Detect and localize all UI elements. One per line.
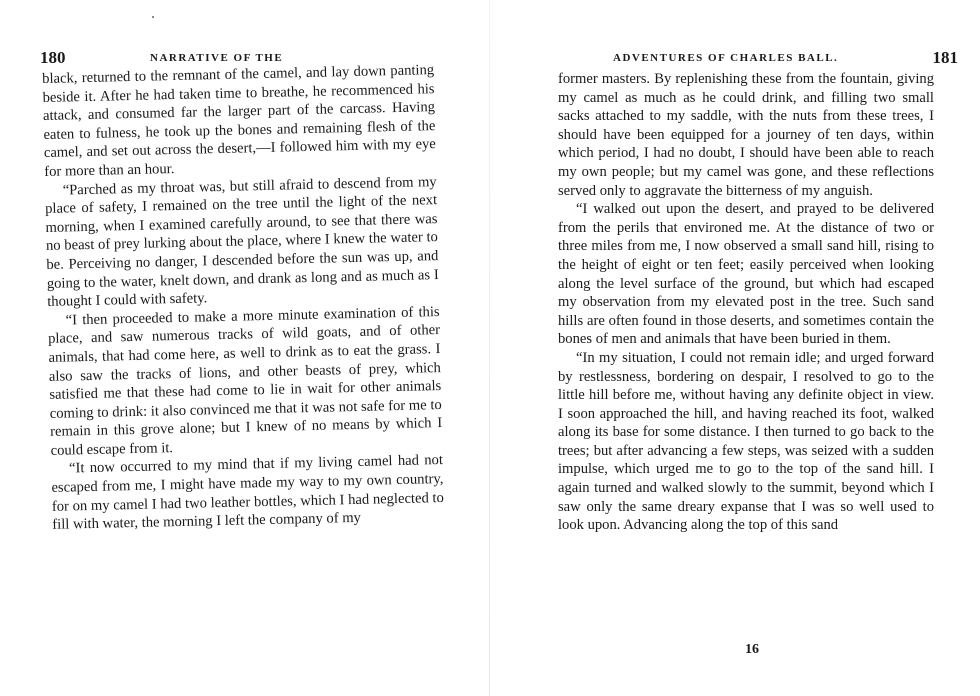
running-head: NARRATIVE OF THE	[150, 52, 284, 64]
page-fold	[489, 0, 490, 696]
page-number: 180	[40, 48, 66, 67]
paragraph: “It now occurred to my mind that if my living camel had not escaped from me, I might have made my way to my own country, for on my camel I had two leather bottles, which I had neglected to fill with water, the morning I left the company of my	[51, 452, 444, 534]
right-page-body	[558, 70, 934, 535]
left-page-body	[42, 61, 444, 535]
paragraph: “I then proceeded to make a more minute examination of this place, and saw numerous tracks of wild goats, and of other animals, that had come here, as well to drink as to eat the grass. I also saw the tracks of lions, and other beasts of prey, which satisfied me that these had come to lie in wait for other animals coming to drink: it also convinced me that it was not safe for me to remain in this grove alone; but I knew of no means by which I could escape from it.	[47, 303, 443, 459]
paragraph: former masters. By replenishing these from the fountain, giving my camel as much as he could drink, and filling two small sacks attached to my saddle, with the nuts from these trees, I should have been equipped for a journey of ten days, within which period, I had no doubt, I should have been able to reach my own people; but my camel was gone, and these reflections served only to aggravate the bitterness of my anguish.	[558, 71, 934, 199]
right-page-header	[558, 48, 958, 68]
paragraph: “Parched as my throat was, but still afraid to descend from my place of safety, I remained on the tree until the light of the next morning, when I examined carefully around, to see that there was no beast of prey lurking about the place, where I knew the water to be. Perceiving no danger, I descended before the sun was up, and going to the water, knelt down, and drank as long and as much as I thought I could with safety.	[44, 173, 439, 311]
paragraph: “I walked out upon the desert, and prayed to be delivered from the perils that environed me. At the distance of two or three miles from me, I now observed a small sand hill, rising to the height of eight or ten feet; easily perceived when looking along the level surface of the ground, but which had escaped my observation from my elevated post in the tree. Such sand hills are often found in those deserts, and sometimes contain the bones of men and animals that have been buried in them.	[558, 201, 934, 348]
paragraph: “In my situation, I could not remain idle; and urged forward by restlessness, bordering on despair, I resolved to go to the little hill before me, without having any definite object in view. I soon approached the hill, and having reached its foot, walked along its base for some distance. I then turned to go back to the trees; but after advancing a few steps, was seized with a sudden impulse, which urged me to go to the top of the sand hill. I again turned and walked slowly to the summit, beyond which I saw only the same dreary expanse that I was so well used to look upon. Advancing along the top of this sand	[558, 349, 934, 534]
scan-speck	[152, 16, 154, 18]
page-number: 181	[932, 48, 958, 67]
signature-mark: 16	[745, 642, 759, 657]
paragraph: black, returned to the remnant of the camel, and lay down panting beside it. After he had taken time to breathe, he recommenced his attack, and consumed far the larger part of the carcass. Having eaten to fulness, he took up the bones and remaining flesh of the camel, and set out across the desert,—I followed him with my eye for more than an hour.	[42, 62, 436, 180]
running-head: ADVENTURES OF CHARLES BALL.	[613, 52, 839, 64]
